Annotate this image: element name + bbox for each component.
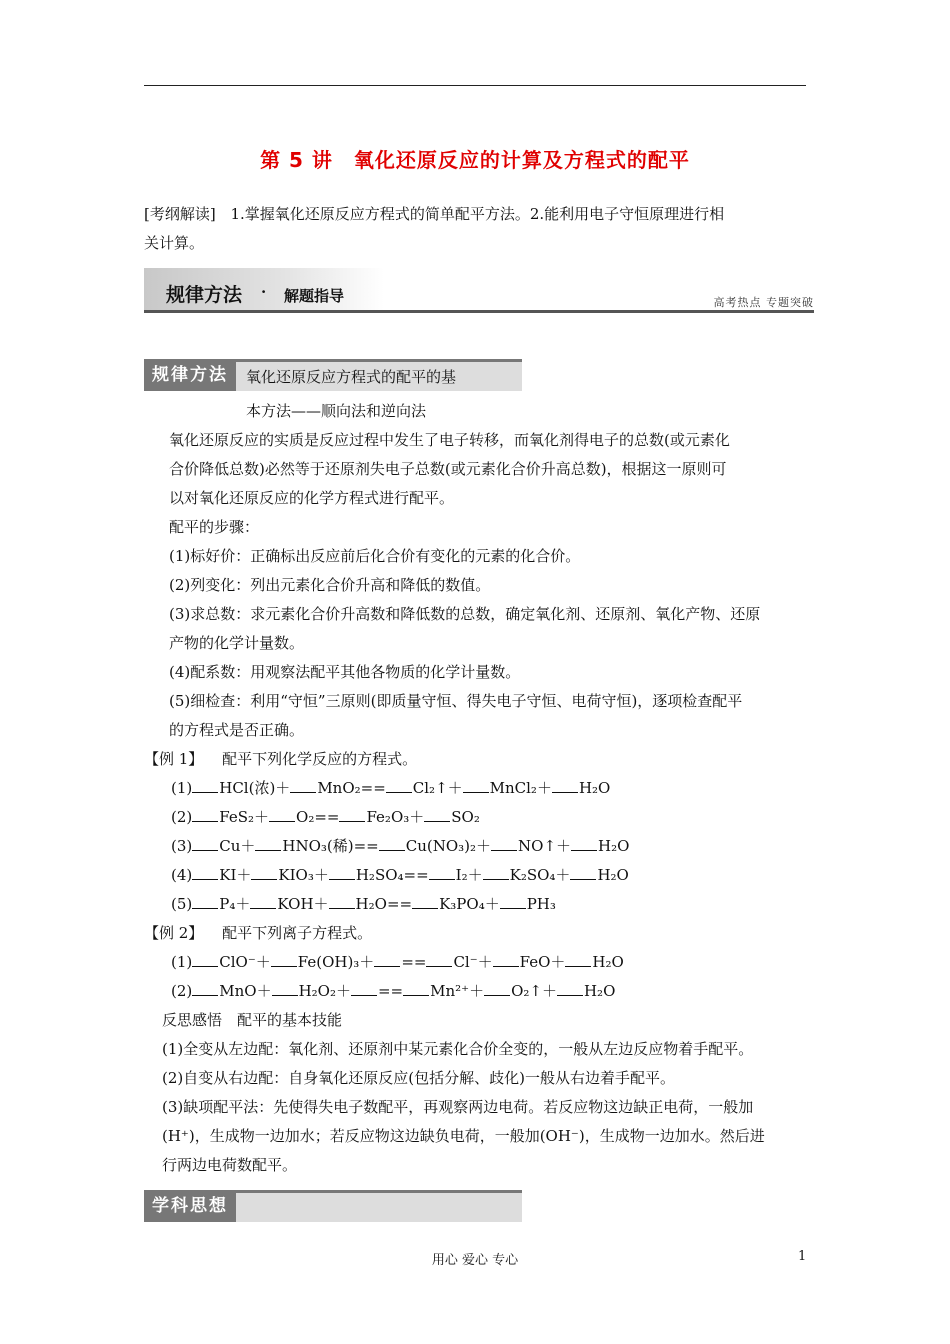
- coefficient-blank[interactable]: [426, 952, 452, 967]
- reflection-3a: (3)缺项配平法：先使得失电子数配平，再观察两边电荷。若反应物这边缺正电荷，一般加: [162, 1098, 754, 1116]
- coefficient-blank[interactable]: [269, 807, 295, 822]
- equation-1-4: [171, 864, 629, 885]
- coefficient-blank[interactable]: [192, 952, 218, 967]
- equation-term: FeO＋: [519, 953, 566, 971]
- equation-term: MnCl₂＋: [489, 779, 552, 797]
- coefficient-blank[interactable]: [192, 981, 218, 996]
- equation-term: Cl₂↑＋: [412, 779, 463, 797]
- equation-term: Fe₂O₃＋: [366, 808, 425, 826]
- equation-term: PH₃: [526, 895, 556, 913]
- reflection-3c: 行两边电荷数配平。: [162, 1156, 298, 1174]
- coefficient-blank[interactable]: [271, 952, 297, 967]
- coefficient-blank[interactable]: [491, 836, 517, 851]
- coefficient-blank[interactable]: [565, 952, 591, 967]
- equation-term: Cu(NO₃)₂＋: [405, 837, 492, 855]
- equation-term: K₃PO₄＋: [439, 895, 500, 913]
- page-number: 1: [798, 1249, 807, 1264]
- equation-term: NO↑＋: [518, 837, 572, 855]
- coefficient-blank[interactable]: [463, 778, 489, 793]
- syllabus-text: 1.掌握氧化还原反应方程式的简单配平方法。2.能利用电子守恒原理进行相: [230, 205, 725, 223]
- example-1-prompt: 配平下列化学反应的方程式。: [222, 750, 418, 768]
- equation-term: ==: [377, 982, 404, 1000]
- coefficient-blank[interactable]: [250, 894, 276, 909]
- page-title: 第 5 讲 氧化还原反应的计算及方程式的配平: [260, 148, 690, 172]
- equation-2-1: [171, 951, 624, 972]
- equation-term: H₂O₂＋: [298, 982, 351, 1000]
- equation-term: H₂O: [592, 953, 624, 971]
- step-5a: (5)细检查：利用“守恒”三原则(即质量守恒、得失电子守恒、电荷守恒)，逐项检查配平: [169, 692, 743, 710]
- equation-term: H₂O==: [355, 895, 413, 913]
- equation-number: (5): [171, 895, 193, 913]
- equation-term: ==: [401, 953, 427, 971]
- intro-line-1: 氧化还原反应的实质是反应过程中发生了电子转移，而氧化剂得电子的总数(或元素化: [169, 431, 730, 449]
- example-1-label: 【例 1】: [144, 750, 204, 768]
- coefficient-blank[interactable]: [255, 836, 281, 851]
- banner-subtitle: 解题指导: [284, 287, 345, 305]
- syllabus-label: [考纲解读]: [144, 205, 216, 223]
- coefficient-blank[interactable]: [290, 778, 316, 793]
- example-2-prompt: 配平下列离子方程式。: [222, 924, 373, 942]
- syllabus-line-2: 关计算。: [144, 234, 205, 252]
- equation-term: Mn²⁺＋: [430, 982, 485, 1000]
- coefficient-blank[interactable]: [484, 981, 510, 996]
- coefficient-blank[interactable]: [339, 807, 365, 822]
- tag-label: 学科思想: [144, 1190, 236, 1222]
- syllabus-line-1: [144, 203, 724, 224]
- equation-term: KI＋: [219, 866, 252, 884]
- steps-title: 配平的步骤：: [169, 518, 260, 536]
- coefficient-blank[interactable]: [557, 981, 583, 996]
- banner-dot: ·: [261, 283, 267, 301]
- equation-number: (2): [171, 808, 193, 826]
- step-4: (4)配系数：用观察法配平其他各物质的化学计量数。: [169, 663, 521, 681]
- coefficient-blank[interactable]: [571, 836, 597, 851]
- coefficient-blank[interactable]: [192, 778, 218, 793]
- equation-term: SO₂: [451, 808, 480, 826]
- step-1: (1)标好价：正确标出反应前后化合价有变化的元素的化合价。: [169, 547, 581, 565]
- example-1-header: [144, 748, 417, 769]
- equation-1-5: [171, 893, 556, 914]
- equation-term: O₂↑＋: [511, 982, 557, 1000]
- intro-line-2: 合价降低总数)必然等于还原剂失电子总数(或元素化合价升高总数)，根据这一原则可: [169, 460, 727, 478]
- equation-term: KOH＋: [277, 895, 329, 913]
- coefficient-blank[interactable]: [192, 865, 218, 880]
- equation-term: Cl⁻＋: [453, 953, 493, 971]
- coefficient-blank[interactable]: [500, 894, 526, 909]
- coefficient-blank[interactable]: [374, 952, 400, 967]
- equation-term: HNO₃(稀)==: [282, 837, 379, 855]
- coefficient-blank[interactable]: [329, 894, 355, 909]
- thinking-tag: [144, 1190, 524, 1224]
- equation-term: H₂SO₄==: [355, 866, 429, 884]
- equation-term: K₂SO₄＋: [509, 866, 571, 884]
- step-3b: 产物的化学计量数。: [169, 634, 305, 652]
- equation-number: (3): [171, 837, 193, 855]
- equation-1-1: [171, 777, 610, 798]
- coefficient-blank[interactable]: [412, 894, 438, 909]
- coefficient-blank[interactable]: [403, 981, 429, 996]
- equation-number: (1): [171, 953, 193, 971]
- coefficient-blank[interactable]: [483, 865, 509, 880]
- step-5b: 的方程式是否正确。: [169, 721, 305, 739]
- equation-1-3: [171, 835, 629, 856]
- equation-number: (2): [171, 982, 193, 1000]
- equation-1-2: [171, 806, 480, 827]
- equation-term: MnO＋: [219, 982, 272, 1000]
- section-banner: [144, 268, 814, 314]
- equation-term: H₂O: [578, 779, 611, 797]
- equation-term: O₂==: [296, 808, 340, 826]
- banner-right-caption: 高考热点 专题突破: [713, 296, 814, 309]
- tag-light-bg: [236, 1190, 522, 1222]
- coefficient-blank[interactable]: [329, 865, 355, 880]
- equation-term: H₂O: [598, 837, 630, 855]
- banner-rule: [144, 310, 814, 313]
- equation-term: KIO₃＋: [278, 866, 329, 884]
- reflection-1: (1)全变从左边配：氧化剂、还原剂中某元素化合价全变的，一般从左边反应物着手配平。: [162, 1040, 754, 1058]
- equation-term: MnO₂==: [317, 779, 386, 797]
- equation-2-2: [171, 980, 615, 1001]
- equation-term: Fe(OH)₃＋: [297, 953, 375, 971]
- equation-term: HCl(浓)＋: [219, 779, 291, 797]
- method-tag: [144, 359, 524, 393]
- step-2: (2)列变化：列出元素化合价升高和降低的数值。: [169, 576, 491, 594]
- equation-term: H₂O: [597, 866, 629, 884]
- coefficient-blank[interactable]: [192, 807, 218, 822]
- reflection-2: (2)自变从右边配：自身氧化还原反应(包括分解、歧化)一般从右边着手配平。: [162, 1069, 675, 1087]
- equation-number: (4): [171, 866, 193, 884]
- equation-term: H₂O: [583, 982, 616, 1000]
- coefficient-blank[interactable]: [351, 981, 377, 996]
- example-2-label: 【例 2】: [144, 924, 204, 942]
- reflection-3b: (H⁺)，生成物一边加水；若反应物这边缺负电荷，一般加(OH⁻)，生成物一边加水。然后进: [162, 1127, 765, 1145]
- header-rule: [144, 85, 806, 86]
- coefficient-blank[interactable]: [379, 836, 405, 851]
- example-2-header: [144, 922, 372, 943]
- intro-line-3: 以对氧化还原反应的化学方程式进行配平。: [169, 489, 455, 507]
- coefficient-blank[interactable]: [493, 952, 519, 967]
- banner-main-title: 规律方法: [166, 284, 243, 306]
- equation-term: I₂＋: [455, 866, 483, 884]
- section-heading-1: 氧化还原反应方程式的配平的基: [246, 368, 457, 386]
- coefficient-blank[interactable]: [570, 865, 596, 880]
- coefficient-blank[interactable]: [192, 894, 218, 909]
- equation-term: FeS₂＋: [219, 808, 270, 826]
- coefficient-blank[interactable]: [386, 778, 412, 793]
- equation-term: Cu＋: [219, 837, 256, 855]
- section-heading-2: 本方法——顺向法和逆向法: [246, 402, 427, 420]
- coefficient-blank[interactable]: [424, 807, 450, 822]
- equation-term: ClO⁻＋: [219, 953, 271, 971]
- coefficient-blank[interactable]: [429, 865, 455, 880]
- footer-center: 用心 爱心 专心: [431, 1253, 519, 1268]
- equation-number: (1): [171, 779, 193, 797]
- tag-label: 规律方法: [144, 359, 236, 391]
- coefficient-blank[interactable]: [192, 836, 218, 851]
- coefficient-blank[interactable]: [251, 865, 277, 880]
- coefficient-blank[interactable]: [552, 778, 578, 793]
- step-3a: (3)求总数：求元素化合价升高数和降低数的总数，确定氧化剂、还原剂、氧化产物、还原: [169, 605, 761, 623]
- equation-term: P₄＋: [219, 895, 251, 913]
- coefficient-blank[interactable]: [272, 981, 298, 996]
- reflection-title: 反思感悟 配平的基本技能: [162, 1011, 343, 1029]
